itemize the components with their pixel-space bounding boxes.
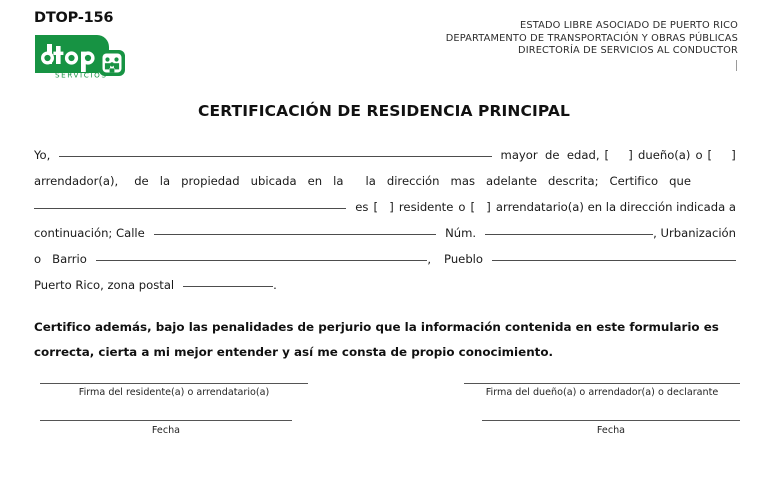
barrio-blank-field[interactable] [96,260,428,261]
perjury-statement [34,315,736,365]
arrendatario-text: arrendatario(a) en la dirección indicada a [495,200,736,214]
num-blank-field[interactable] [485,234,653,235]
resident-signature-caption: Firma del residente(a) o arrendatario(a) [78,387,270,398]
perjury-line-1: Certifico además, bajo las penalidades de perjurio que la información contenida en este formulario es [34,320,719,334]
date-row [0,420,768,436]
pueblo-label: Pueblo [444,252,483,266]
resident-signature-line[interactable] [40,383,308,384]
checkbox-arrendatario-open[interactable]: [ [470,200,476,214]
checkbox-arrendador-open[interactable]: [ [707,148,713,162]
checkbox-dueno-close[interactable]: ] [628,148,633,162]
signature-section [0,383,768,483]
resident-date-caption: Fecha [151,425,181,436]
checkbox-residente-open[interactable]: [ [373,200,379,214]
resident-date-block [40,420,292,436]
body-line-2 [34,168,736,194]
dtop-servicios-logo [33,32,145,80]
header-margin-tick [736,60,737,71]
svg-text:SERVICIOS: SERVICIOS [55,70,108,80]
body-line-4 [34,220,736,246]
owner-date-block [482,420,740,436]
body-line-3 [34,194,736,220]
body-line-1 [34,142,736,168]
owner-signature-line[interactable] [464,383,740,384]
es-label: es [355,200,369,214]
o-barrio-label: o Barrio [34,252,87,266]
resident-signature-block [40,383,308,398]
owner-date-line[interactable] [482,420,740,421]
calle-blank-field[interactable] [154,234,436,235]
agency-line-2: DEPARTAMENTO DE TRANSPORTACIÓN Y OBRAS PÚBLICAS [445,32,738,44]
zona-postal-label: Puerto Rico, zona postal [34,278,175,292]
mayor-de-edad-text: mayor de edad, [500,148,600,162]
agency-heading [446,20,738,58]
body-line-5 [34,246,736,272]
form-code-label: DTOP-156 [34,10,114,26]
body-line-6 [34,272,736,298]
yo-label: Yo, [34,148,51,162]
owner-signature-caption: Firma del dueño(a) o arrendador(a) o declarante [485,387,719,398]
conjunction-o-2: o [458,200,466,214]
checkbox-arrendatario-close[interactable]: ] [486,200,491,214]
name-blank-field[interactable] [59,156,491,157]
owner-date-caption: Fecha [596,425,626,436]
direccion-descrita-text: la dirección mas adelante descrita; Certifico que [365,174,691,188]
perjury-line-2: correcta, cierta a mi mejor entender y así me consta de propio conocimiento. [34,345,554,359]
address-blank-field[interactable] [34,208,346,209]
resident-date-line[interactable] [40,420,292,421]
agency-line-1: ESTADO LIBRE ASOCIADO DE PUERTO RICO [520,20,738,31]
document-header [0,0,768,86]
urbanizacion-label: , Urbanización [653,226,736,240]
checkbox-arrendador-close[interactable]: ] [731,148,736,162]
residente-label: residente [398,200,454,214]
dueno-label: dueño(a) [638,148,691,162]
agency-line-3: DIRECTORÍA DE SERVICIOS AL CONDUCTOR [518,45,738,57]
pueblo-blank-field[interactable] [492,260,736,261]
arrendador-label: arrendador(a), [34,174,119,188]
conjunction-o-1: o [695,148,703,162]
continuacion-calle-label: continuación; Calle [34,226,145,240]
checkbox-residente-close[interactable]: ] [389,200,394,214]
page-title: CERTIFICACIÓN DE RESIDENCIA PRINCIPAL [198,102,570,120]
period-mark: . [273,278,277,292]
declaration-body [34,142,736,298]
signature-row [0,383,768,398]
propiedad-ubicada-text: de la propiedad ubicada en la [134,174,344,188]
comma-separator: , [427,252,432,266]
num-label: Núm. [445,226,477,240]
owner-signature-block [464,383,740,398]
checkbox-dueno-open[interactable]: [ [604,148,610,162]
zona-postal-blank-field[interactable] [183,286,273,287]
